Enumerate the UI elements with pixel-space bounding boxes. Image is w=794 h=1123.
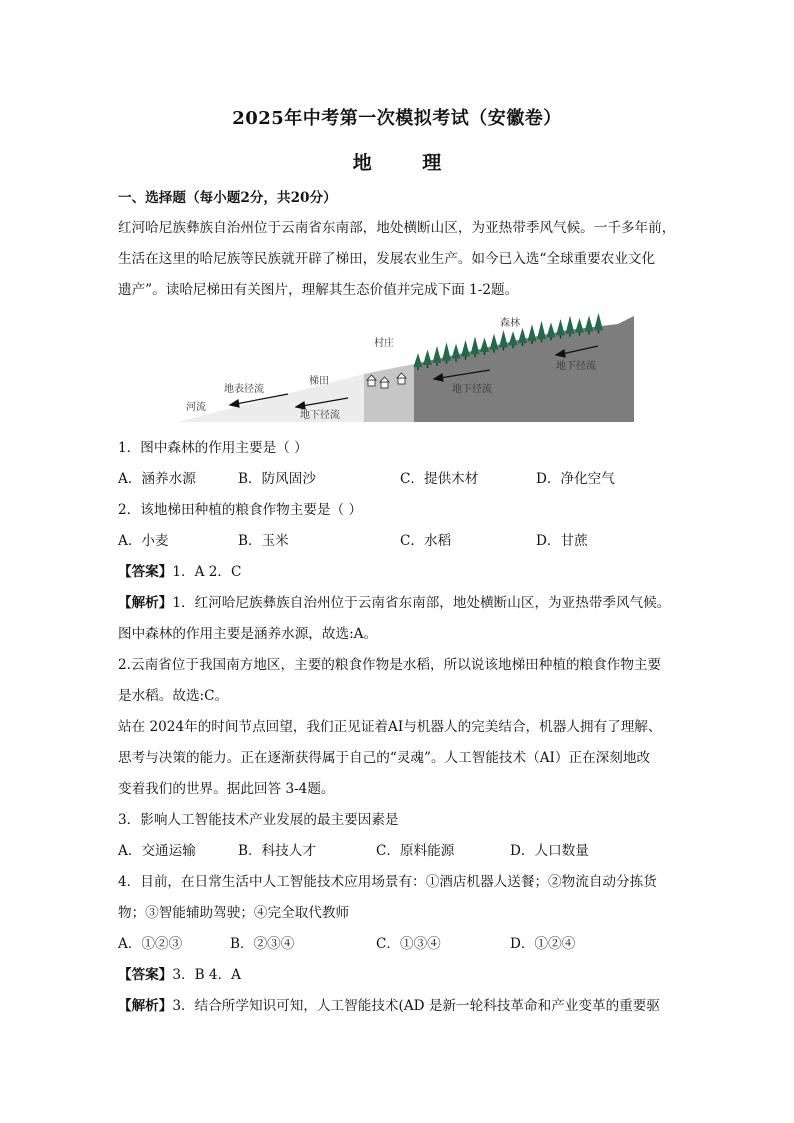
q3-stem: 3．影响人工智能技术产业发展的最主要因素是 xyxy=(118,812,399,828)
analysis-label: 【解析】 xyxy=(118,595,173,611)
q4-stem-line-1: 4．目前，在日常生活中人工智能技术应用场景有：①酒店机器人送餐；②物流自动分拣货 xyxy=(118,874,657,890)
analysis-2-line-1 xyxy=(118,994,660,1014)
tree-trunk xyxy=(446,361,447,364)
tree-icon xyxy=(537,321,546,340)
tree-icon xyxy=(499,330,508,348)
village-band xyxy=(364,364,414,422)
answer-label: 【答案】 xyxy=(118,967,173,983)
q4-stem-line-2: 物；③智能辅助驾驶；④完全取代教师 xyxy=(118,905,350,921)
tree-icon xyxy=(575,318,584,333)
label-river: 河流 xyxy=(186,402,206,413)
tree-icon xyxy=(585,315,594,331)
passage1-line-1: 红河哈尼族彝族自治州位于云南省东南部，地处横断山区，为亚热带季风气候。一千多年前， xyxy=(118,220,676,236)
tree-icon xyxy=(528,324,537,341)
tree-icon xyxy=(547,322,556,337)
q3-option-a: A．交通运输 xyxy=(118,843,196,859)
subject-title: 地 理 xyxy=(352,152,464,174)
q1-option-c: C．提供木材 xyxy=(400,471,479,487)
label-groundwater-3: 地下径流 xyxy=(556,361,596,372)
tree-trunk xyxy=(569,334,570,337)
answer-3-4 xyxy=(118,963,241,983)
passage2-line-2: 思考与决策的能力。正在逐渐获得属于自己的“灵魂”。人工智能技术（AI）正在深刻地改 xyxy=(118,750,651,766)
q2-stem: 2．该地梯田种植的粮食作物主要是（ ） xyxy=(118,502,363,518)
q3-option-b: B．科技人才 xyxy=(238,843,316,859)
analysis-1-line-1 xyxy=(118,591,670,611)
arrow-head-icon xyxy=(230,400,239,407)
tree-icon xyxy=(556,319,565,336)
q2-option-c: C．水稻 xyxy=(400,533,452,549)
tree-icon xyxy=(509,331,518,345)
tree-trunk xyxy=(512,345,513,348)
tree-trunk xyxy=(465,357,466,360)
analysis-text: 1．红河哈尼族彝族自治州位于云南省东南部，地处横断山区，为亚热带季风气候。 xyxy=(172,595,671,611)
tree-icon xyxy=(594,313,603,331)
q2-option-b: B．玉米 xyxy=(238,533,289,549)
label-groundwater-1: 地下径流 xyxy=(300,410,340,421)
tree-icon xyxy=(423,350,432,366)
tree-trunk xyxy=(417,367,418,370)
tree-icon xyxy=(452,344,461,359)
tree-trunk xyxy=(550,337,551,340)
tree-icon xyxy=(433,346,442,363)
answer-text: 3．B 4．A xyxy=(172,967,241,983)
tree-icon xyxy=(490,334,499,350)
tree-icon xyxy=(461,340,470,357)
tree-trunk xyxy=(531,341,532,344)
tree-trunk xyxy=(522,343,523,346)
q1-option-a: A．涵养水源 xyxy=(118,471,196,487)
hani-terrace-diagram xyxy=(178,312,634,424)
tree-trunk xyxy=(474,354,475,357)
q1-stem: 1．图中森林的作用主要是（ ） xyxy=(118,440,308,456)
q1-option-b: B．防风固沙 xyxy=(238,471,316,487)
tree-icon xyxy=(480,338,489,353)
passage2-line-1: 站在 2024年的时间节点回望，我们正见证着AI与机器人的完美结合，机器人拥有了理解、 xyxy=(118,719,662,735)
exam-title: 2025年中考第一次模拟考试（安徽卷） xyxy=(232,108,562,129)
analysis-label: 【解析】 xyxy=(118,998,173,1014)
q4-option-b: B．②③④ xyxy=(230,936,295,952)
tree-trunk xyxy=(484,352,485,355)
answer-1-2 xyxy=(118,560,241,580)
label-surface-runoff: 地表径流 xyxy=(224,384,264,395)
tree-trunk xyxy=(427,365,428,368)
label-village: 村庄 xyxy=(374,338,394,349)
tree-trunk xyxy=(560,336,561,339)
q1-option-d: D．净化空气 xyxy=(536,471,615,487)
analysis-text: 3．结合所学知识可知，人工智能技术(AD 是新一轮科技革命和产业变革的重要驱 xyxy=(172,998,660,1014)
tree-trunk xyxy=(579,333,580,336)
q4-option-d: D．①②④ xyxy=(510,936,576,952)
tree-trunk xyxy=(541,339,542,342)
q3-option-c: C．原料能源 xyxy=(376,843,455,859)
tree-trunk xyxy=(598,330,599,333)
q2-option-d: D．甘蔗 xyxy=(536,533,588,549)
q4-option-a: A．①②③ xyxy=(118,936,183,952)
q2-option-a: A．小麦 xyxy=(118,533,169,549)
tree-trunk xyxy=(436,363,437,366)
answer-text: 1．A 2．C xyxy=(172,564,242,580)
tree-trunk xyxy=(455,359,456,362)
label-forest: 森林 xyxy=(500,318,520,329)
label-groundwater-2: 地下径流 xyxy=(452,384,492,395)
section-heading: 一、选择题（每小题2分，共20分） xyxy=(118,190,337,206)
analysis-1-line-4: 是水稻。故选:C。 xyxy=(118,688,229,704)
answer-label: 【答案】 xyxy=(118,564,173,580)
tree-trunk xyxy=(588,331,589,334)
tree-trunk xyxy=(503,347,504,350)
passage1-line-2: 生活在这里的哈尼族等民族就开辟了梯田，发展农业生产。如今已入选“全球重要农业文化 xyxy=(118,251,656,267)
tree-icon xyxy=(414,353,423,367)
tree-icon xyxy=(518,328,527,344)
label-terrace: 梯田 xyxy=(309,376,329,387)
tree-icon xyxy=(566,316,575,334)
tree-icon xyxy=(471,336,480,354)
analysis-1-line-3: 2.云南省位于我国南方地区，主要的粮食作物是水稻，所以说该地梯田种植的粮食作物主要 xyxy=(118,657,662,673)
passage1-line-3: 遗产”。读哈尼梯田有关图片，理解其生态价值并完成下面 1-2题。 xyxy=(118,282,519,298)
analysis-1-line-2: 图中森林的作用主要是涵养水源，故选:A。 xyxy=(118,626,378,642)
q3-option-d: D．人口数量 xyxy=(510,843,589,859)
passage2-line-3: 变着我们的世界。据此回答 3-4题。 xyxy=(118,781,335,797)
tree-icon xyxy=(442,342,451,361)
q4-option-c: C．①③④ xyxy=(376,936,441,952)
mountain xyxy=(414,316,634,422)
tree-trunk xyxy=(493,350,494,353)
